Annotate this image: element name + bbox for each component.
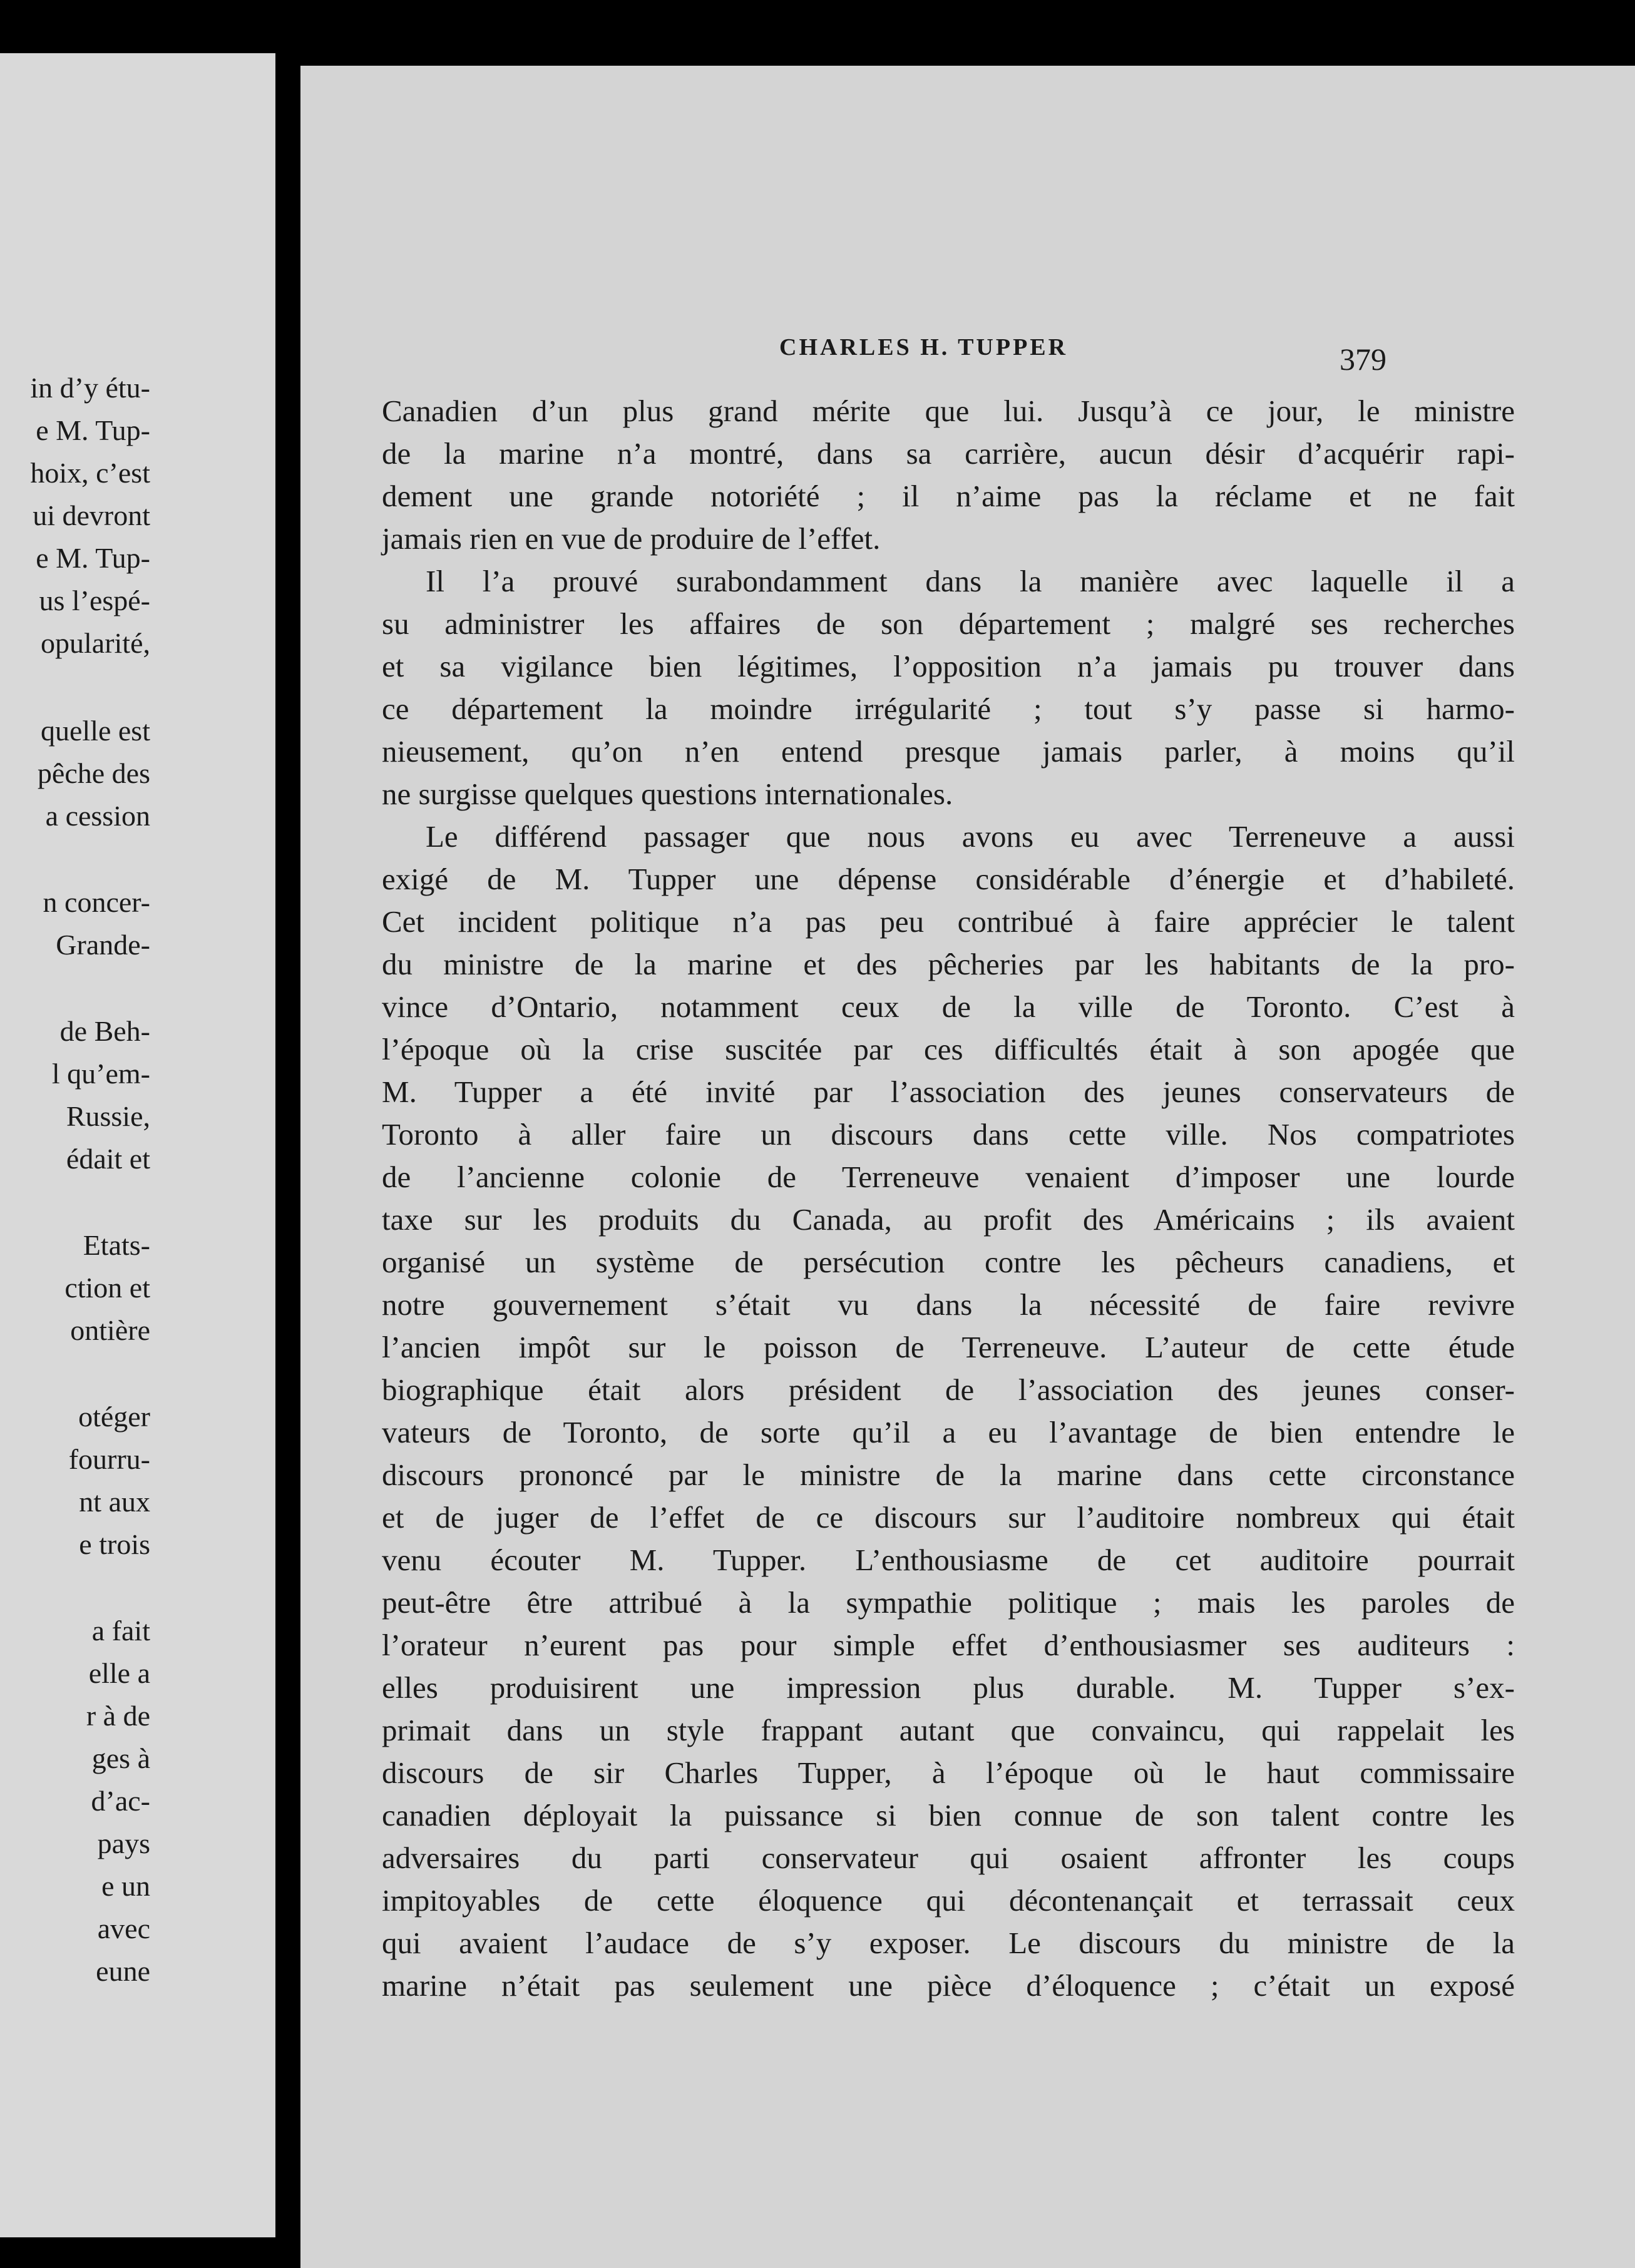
body-line: vateurs de Toronto, de sorte qu’il a eu l’avantage de bien entendre le xyxy=(382,1415,1515,1449)
left-fragment: l qu’em- xyxy=(51,1058,150,1090)
body-line: Le différend passager que nous avons eu avec Terreneuve a aussi xyxy=(426,819,1515,854)
left-fragment: Etats- xyxy=(83,1229,150,1261)
body-line: su administrer les affaires de son département ; malgré ses recherches xyxy=(382,606,1515,641)
left-fragment: avec xyxy=(97,1913,150,1944)
left-fragment: e M. Tup- xyxy=(36,542,150,574)
body-line: discours prononcé par le ministre de la marine dans cette circonstance xyxy=(382,1458,1515,1492)
left-fragment: édait et xyxy=(66,1143,150,1175)
left-page xyxy=(0,53,275,2237)
left-fragment: elle a xyxy=(88,1657,150,1689)
left-fragment: e trois xyxy=(79,1528,150,1560)
left-fragment: otéger xyxy=(78,1401,150,1433)
body-line: Il l’a prouvé surabondamment dans la manière avec laquelle il a xyxy=(426,564,1515,598)
body-line: l’ancien impôt sur le poisson de Terreneuve. L’auteur de cette étude xyxy=(382,1330,1515,1364)
running-head: CHARLES H. TUPPER xyxy=(779,334,1069,360)
body-line: de la marine n’a montré, dans sa carrière, aucun désir d’acquérir rapi- xyxy=(382,436,1515,471)
left-fragment: ui devront xyxy=(33,499,150,531)
left-fragment: ontière xyxy=(70,1314,150,1346)
body-line: qui avaient l’audace de s’y exposer. Le discours du ministre de la xyxy=(382,1926,1515,1960)
body-line: peut-être être attribué à la sympathie politique ; mais les paroles de xyxy=(382,1585,1515,1620)
body-line: dement une grande notoriété ; il n’aime pas la réclame et ne fait xyxy=(382,479,1515,513)
left-fragment: fourru- xyxy=(68,1443,150,1475)
left-fragment: us l’espé- xyxy=(39,585,150,616)
body-line: Cet incident politique n’a pas peu contribué à faire apprécier le talent xyxy=(382,904,1515,939)
left-fragment: n concer- xyxy=(43,886,150,918)
body-line: impitoyables de cette éloquence qui décontenançait et terrassait ceux xyxy=(382,1883,1515,1918)
body-line: primait dans un style frappant autant que convaincu, qui rappelait les xyxy=(382,1713,1515,1747)
left-fragment: quelle est xyxy=(41,715,150,747)
body-line: vince d’Ontario, notamment ceux de la ville de Toronto. C’est à xyxy=(382,989,1515,1024)
body-line: et de juger de l’effet de ce discours sur l’auditoire nombreux qui était xyxy=(382,1500,1515,1535)
left-fragment: hoix, c’est xyxy=(30,457,150,489)
book-gutter xyxy=(275,38,300,2268)
body-line: Canadien d’un plus grand mérite que lui. Jusqu’à ce jour, le ministre xyxy=(382,394,1515,428)
body-line: nieusement, qu’on n’en entend presque jamais parler, à moins qu’il xyxy=(382,734,1515,769)
body-line: Toronto à aller faire un discours dans cette ville. Nos compatriotes xyxy=(382,1117,1515,1152)
left-fragment: a cession xyxy=(45,800,150,832)
left-fragment: Russie, xyxy=(66,1100,150,1132)
left-fragment: ction et xyxy=(64,1272,150,1304)
left-fragment: d’ac- xyxy=(91,1785,150,1817)
body-line: du ministre de la marine et des pêcheries par les habitants de la pro- xyxy=(382,947,1515,981)
body-line: canadien déployait la puissance si bien connue de son talent contre les xyxy=(382,1798,1515,1832)
left-fragment: pêche des xyxy=(37,757,150,789)
left-fragment: de Beh- xyxy=(59,1015,150,1047)
left-fragment: Grande- xyxy=(56,929,150,961)
body-line: organisé un système de persécution contre les pêcheurs canadiens, et xyxy=(382,1245,1515,1279)
body-line: discours de sir Charles Tupper, à l’époque où le haut commissaire xyxy=(382,1755,1515,1790)
left-fragment: in d’y étu- xyxy=(30,372,150,404)
body-line: marine n’était pas seulement une pièce d’éloquence ; c’était un exposé xyxy=(382,1968,1515,2003)
left-fragment: eune xyxy=(96,1955,150,1987)
left-fragment: a fait xyxy=(91,1615,150,1647)
body-line: ne surgisse quelques questions internationales. xyxy=(382,777,953,811)
body-line: jamais rien en vue de produire de l’effet. xyxy=(382,521,881,556)
left-fragment: r à de xyxy=(86,1700,150,1732)
body-line: et sa vigilance bien légitimes, l’opposition n’a jamais pu trouver dans xyxy=(382,649,1515,683)
body-line: ce département la moindre irrégularité ; tout s’y passe si harmo- xyxy=(382,692,1515,726)
body-line: l’orateur n’eurent pas pour simple effet d’enthousiasmer ses auditeurs : xyxy=(382,1628,1515,1662)
body-line: M. Tupper a été invité par l’association des jeunes conservateurs de xyxy=(382,1075,1515,1109)
body-line: l’époque où la crise suscitée par ces difficultés était à son apogée que xyxy=(382,1032,1515,1066)
body-line: notre gouvernement s’était vu dans la nécessité de faire revivre xyxy=(382,1287,1515,1322)
body-line: elles produisirent une impression plus durable. M. Tupper s’ex- xyxy=(382,1670,1515,1705)
body-line: exigé de M. Tupper une dépense considérable d’énergie et d’habileté. xyxy=(382,862,1515,896)
left-fragment: ges à xyxy=(91,1742,150,1774)
left-fragment: pays xyxy=(97,1827,150,1859)
left-fragment: opularité, xyxy=(41,627,150,659)
right-page xyxy=(300,66,1635,2268)
left-fragment: e un xyxy=(101,1870,150,1902)
body-line: biographique était alors président de l’association des jeunes conser- xyxy=(382,1372,1515,1407)
body-line: venu écouter M. Tupper. L’enthousiasme de cet auditoire pourrait xyxy=(382,1543,1515,1577)
page-number: 379 xyxy=(1340,342,1386,377)
left-fragment: nt aux xyxy=(79,1486,150,1518)
left-fragment: e M. Tup- xyxy=(36,414,150,446)
body-line: adversaires du parti conservateur qui osaient affronter les coups xyxy=(382,1841,1515,1875)
body-line: de l’ancienne colonie de Terreneuve venaient d’imposer une lourde xyxy=(382,1160,1515,1194)
body-line: taxe sur les produits du Canada, au profit des Américains ; ils avaient xyxy=(382,1202,1515,1237)
